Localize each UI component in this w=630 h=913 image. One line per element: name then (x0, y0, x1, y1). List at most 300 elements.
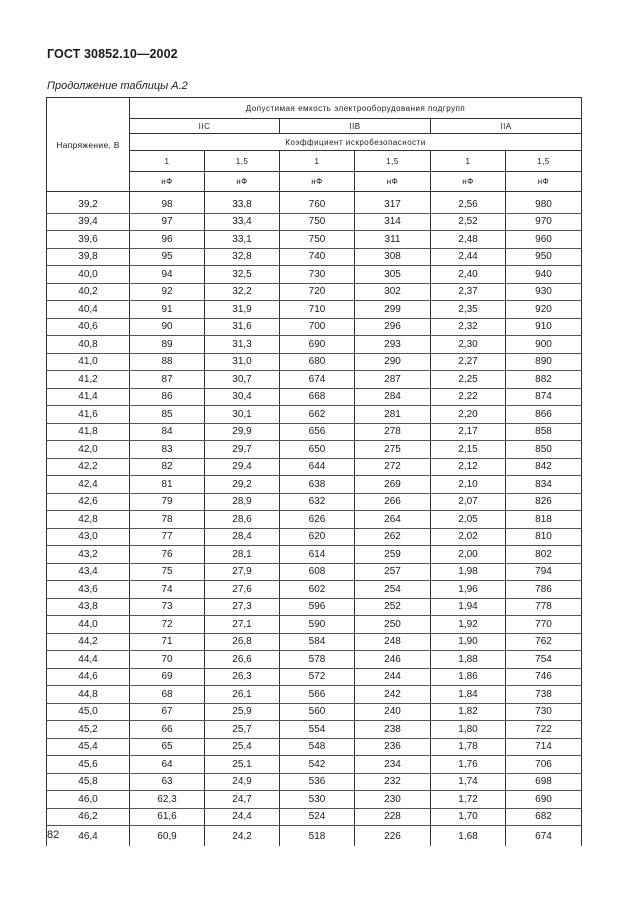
value-cell: 254 (355, 581, 431, 599)
table-row (47, 388, 582, 406)
voltage-cell: 39,4 (47, 213, 130, 231)
value-cell: 2,40 (431, 266, 506, 284)
value-cell: 72 (130, 616, 205, 634)
value-cell: 1,88 (431, 651, 506, 669)
value-cell: 802 (506, 546, 582, 564)
value-cell: 91 (130, 301, 205, 319)
value-cell: 250 (355, 616, 431, 634)
table-row (47, 721, 582, 739)
value-cell: 866 (506, 406, 582, 424)
value-cell: 730 (506, 703, 582, 721)
voltage-cell: 45,6 (47, 756, 130, 774)
value-cell: 29,4 (205, 458, 280, 476)
value-cell: 1,84 (431, 686, 506, 704)
value-cell: 24,9 (205, 773, 280, 791)
value-cell: 275 (355, 441, 431, 459)
value-cell: 590 (280, 616, 355, 634)
value-cell: 2,44 (431, 248, 506, 266)
table-row (47, 773, 582, 791)
table-row (47, 528, 582, 546)
value-cell: 95 (130, 248, 205, 266)
value-cell: 750 (280, 231, 355, 249)
table-row (47, 668, 582, 686)
table-row (47, 563, 582, 581)
value-cell: 230 (355, 791, 431, 809)
value-cell: 714 (506, 738, 582, 756)
value-cell: 754 (506, 651, 582, 669)
value-cell: 82 (130, 458, 205, 476)
value-cell: 68 (130, 686, 205, 704)
value-cell: 226 (355, 826, 431, 847)
table-row (47, 423, 582, 441)
value-cell: 940 (506, 266, 582, 284)
unit-cell: нФ (355, 172, 431, 192)
value-cell: 302 (355, 283, 431, 301)
table-row (47, 511, 582, 529)
value-cell: 28,1 (205, 546, 280, 564)
factor-cell: 1 (130, 151, 205, 172)
voltage-cell: 39,2 (47, 196, 130, 213)
value-cell: 98 (130, 196, 205, 213)
value-cell: 67 (130, 703, 205, 721)
voltage-cell: 44,8 (47, 686, 130, 704)
value-cell: 842 (506, 458, 582, 476)
voltage-cell: 42,4 (47, 476, 130, 494)
value-cell: 269 (355, 476, 431, 494)
unit-cell: нФ (431, 172, 506, 192)
table-row (47, 703, 582, 721)
value-cell: 62,3 (130, 791, 205, 809)
voltage-cell: 46,4 (47, 826, 130, 847)
value-cell: 25,4 (205, 738, 280, 756)
value-cell: 317 (355, 196, 431, 213)
value-cell: 858 (506, 423, 582, 441)
value-cell: 578 (280, 651, 355, 669)
value-cell: 2,35 (431, 301, 506, 319)
value-cell: 970 (506, 213, 582, 231)
group-header-iia: IIA (431, 119, 582, 134)
value-cell: 2,15 (431, 441, 506, 459)
value-cell: 238 (355, 721, 431, 739)
value-cell: 242 (355, 686, 431, 704)
voltage-cell: 41,8 (47, 423, 130, 441)
value-cell: 27,9 (205, 563, 280, 581)
value-cell: 308 (355, 248, 431, 266)
table-row (47, 301, 582, 319)
value-cell: 96 (130, 231, 205, 249)
value-cell: 89 (130, 336, 205, 354)
voltage-cell: 40,6 (47, 318, 130, 336)
value-cell: 74 (130, 581, 205, 599)
value-cell: 69 (130, 668, 205, 686)
value-cell: 259 (355, 546, 431, 564)
table-row (47, 686, 582, 704)
value-cell: 826 (506, 493, 582, 511)
value-cell: 650 (280, 441, 355, 459)
value-cell: 2,12 (431, 458, 506, 476)
table-row (47, 546, 582, 564)
value-cell: 778 (506, 598, 582, 616)
value-cell: 278 (355, 423, 431, 441)
voltage-cell: 45,0 (47, 703, 130, 721)
value-cell: 296 (355, 318, 431, 336)
capacitance-table (46, 97, 582, 846)
value-cell: 26,8 (205, 633, 280, 651)
value-cell: 290 (355, 353, 431, 371)
value-cell: 311 (355, 231, 431, 249)
value-cell: 710 (280, 301, 355, 319)
value-cell: 30,4 (205, 388, 280, 406)
value-cell: 770 (506, 616, 582, 634)
table-row (47, 336, 582, 354)
value-cell: 84 (130, 423, 205, 441)
value-cell: 690 (280, 336, 355, 354)
value-cell: 2,56 (431, 196, 506, 213)
value-cell: 66 (130, 721, 205, 739)
value-cell: 950 (506, 248, 582, 266)
value-cell: 834 (506, 476, 582, 494)
table-row (47, 248, 582, 266)
value-cell: 656 (280, 423, 355, 441)
voltage-cell: 40,0 (47, 266, 130, 284)
value-cell: 602 (280, 581, 355, 599)
value-cell: 266 (355, 493, 431, 511)
table-row (47, 353, 582, 371)
factor-cell: 1 (431, 151, 506, 172)
table-row (47, 231, 582, 249)
value-cell: 85 (130, 406, 205, 424)
table-row (47, 616, 582, 634)
value-cell: 32,5 (205, 266, 280, 284)
value-cell: 78 (130, 511, 205, 529)
voltage-cell: 43,2 (47, 546, 130, 564)
voltage-cell: 45,8 (47, 773, 130, 791)
value-cell: 29,7 (205, 441, 280, 459)
value-cell: 2,17 (431, 423, 506, 441)
value-cell: 1,74 (431, 773, 506, 791)
table-row (47, 633, 582, 651)
value-cell: 26,6 (205, 651, 280, 669)
value-cell: 786 (506, 581, 582, 599)
value-cell: 30,7 (205, 371, 280, 389)
capacity-header: Допустимая емкость электрооборудования подгрупп (130, 98, 582, 119)
value-cell: 92 (130, 283, 205, 301)
factor-cell: 1,5 (205, 151, 280, 172)
value-cell: 81 (130, 476, 205, 494)
value-cell: 810 (506, 528, 582, 546)
value-cell: 740 (280, 248, 355, 266)
value-cell: 65 (130, 738, 205, 756)
value-cell: 2,48 (431, 231, 506, 249)
value-cell: 1,70 (431, 808, 506, 826)
table-row (47, 266, 582, 284)
value-cell: 24,4 (205, 808, 280, 826)
table-row (47, 493, 582, 511)
value-cell: 626 (280, 511, 355, 529)
page-number: 82 (47, 829, 60, 841)
table-row (47, 791, 582, 809)
value-cell: 246 (355, 651, 431, 669)
value-cell: 299 (355, 301, 431, 319)
value-cell: 314 (355, 213, 431, 231)
value-cell: 554 (280, 721, 355, 739)
value-cell: 257 (355, 563, 431, 581)
value-cell: 244 (355, 668, 431, 686)
value-cell: 2,27 (431, 353, 506, 371)
value-cell: 305 (355, 266, 431, 284)
value-cell: 850 (506, 441, 582, 459)
value-cell: 79 (130, 493, 205, 511)
value-cell: 722 (506, 721, 582, 739)
safety-factor-header: Коэффициент искробезопасности (130, 134, 582, 151)
value-cell: 2,20 (431, 406, 506, 424)
value-cell: 77 (130, 528, 205, 546)
value-cell: 94 (130, 266, 205, 284)
value-cell: 2,25 (431, 371, 506, 389)
value-cell: 920 (506, 301, 582, 319)
value-cell: 64 (130, 756, 205, 774)
value-cell: 536 (280, 773, 355, 791)
value-cell: 644 (280, 458, 355, 476)
value-cell: 33,8 (205, 196, 280, 213)
voltage-cell: 43,8 (47, 598, 130, 616)
value-cell: 682 (506, 808, 582, 826)
value-cell: 293 (355, 336, 431, 354)
value-cell: 262 (355, 528, 431, 546)
factor-cell: 1,5 (506, 151, 582, 172)
table-row (47, 441, 582, 459)
value-cell: 620 (280, 528, 355, 546)
value-cell: 1,78 (431, 738, 506, 756)
value-cell: 518 (280, 826, 355, 847)
voltage-cell: 43,0 (47, 528, 130, 546)
value-cell: 738 (506, 686, 582, 704)
value-cell: 2,02 (431, 528, 506, 546)
value-cell: 2,32 (431, 318, 506, 336)
value-cell: 2,30 (431, 336, 506, 354)
value-cell: 548 (280, 738, 355, 756)
value-cell: 960 (506, 231, 582, 249)
document-header: ГОСТ 30852.10—2002 (47, 47, 178, 61)
table-row (47, 581, 582, 599)
table-body (47, 196, 582, 846)
value-cell: 890 (506, 353, 582, 371)
value-cell: 596 (280, 598, 355, 616)
value-cell: 1,92 (431, 616, 506, 634)
table-row (47, 213, 582, 231)
value-cell: 882 (506, 371, 582, 389)
value-cell: 61,6 (130, 808, 205, 826)
voltage-cell: 42,2 (47, 458, 130, 476)
table-row (47, 756, 582, 774)
value-cell: 706 (506, 756, 582, 774)
voltage-cell: 43,6 (47, 581, 130, 599)
voltage-cell: 40,8 (47, 336, 130, 354)
value-cell: 26,1 (205, 686, 280, 704)
unit-cell: нФ (280, 172, 355, 192)
value-cell: 31,6 (205, 318, 280, 336)
table-row (47, 406, 582, 424)
voltage-cell: 41,4 (47, 388, 130, 406)
value-cell: 1,90 (431, 633, 506, 651)
value-cell: 746 (506, 668, 582, 686)
value-cell: 1,86 (431, 668, 506, 686)
value-cell: 87 (130, 371, 205, 389)
value-cell: 560 (280, 703, 355, 721)
value-cell: 31,0 (205, 353, 280, 371)
value-cell: 720 (280, 283, 355, 301)
value-cell: 33,4 (205, 213, 280, 231)
value-cell: 638 (280, 476, 355, 494)
value-cell: 632 (280, 493, 355, 511)
value-cell: 287 (355, 371, 431, 389)
value-cell: 97 (130, 213, 205, 231)
value-cell: 24,2 (205, 826, 280, 847)
voltage-cell: 44,2 (47, 633, 130, 651)
value-cell: 25,9 (205, 703, 280, 721)
factor-cell: 1 (280, 151, 355, 172)
group-header-iic: IIC (130, 119, 280, 134)
value-cell: 2,52 (431, 213, 506, 231)
value-cell: 566 (280, 686, 355, 704)
value-cell: 264 (355, 511, 431, 529)
table-row (47, 651, 582, 669)
value-cell: 572 (280, 668, 355, 686)
value-cell: 1,94 (431, 598, 506, 616)
value-cell: 762 (506, 633, 582, 651)
value-cell: 1,68 (431, 826, 506, 847)
table-row (47, 738, 582, 756)
voltage-cell: 43,4 (47, 563, 130, 581)
table-row (47, 318, 582, 336)
voltage-cell: 42,0 (47, 441, 130, 459)
value-cell: 674 (506, 826, 582, 847)
voltage-cell: 45,4 (47, 738, 130, 756)
value-cell: 73 (130, 598, 205, 616)
group-header-iib: IIB (280, 119, 431, 134)
value-cell: 32,2 (205, 283, 280, 301)
value-cell: 32,8 (205, 248, 280, 266)
voltage-cell: 44,4 (47, 651, 130, 669)
value-cell: 608 (280, 563, 355, 581)
value-cell: 1,76 (431, 756, 506, 774)
value-cell: 1,96 (431, 581, 506, 599)
value-cell: 584 (280, 633, 355, 651)
value-cell: 2,00 (431, 546, 506, 564)
value-cell: 1,72 (431, 791, 506, 809)
voltage-cell: 45,2 (47, 721, 130, 739)
value-cell: 524 (280, 808, 355, 826)
value-cell: 874 (506, 388, 582, 406)
value-cell: 33,1 (205, 231, 280, 249)
table-row (47, 598, 582, 616)
voltage-cell: 42,8 (47, 511, 130, 529)
voltage-cell: 41,2 (47, 371, 130, 389)
value-cell: 24,7 (205, 791, 280, 809)
value-cell: 28,6 (205, 511, 280, 529)
value-cell: 70 (130, 651, 205, 669)
factor-cell: 1,5 (355, 151, 431, 172)
value-cell: 680 (280, 353, 355, 371)
voltage-cell: 39,8 (47, 248, 130, 266)
value-cell: 88 (130, 353, 205, 371)
value-cell: 1,82 (431, 703, 506, 721)
unit-cell: нФ (506, 172, 582, 192)
value-cell: 2,22 (431, 388, 506, 406)
value-cell: 29,2 (205, 476, 280, 494)
value-cell: 668 (280, 388, 355, 406)
value-cell: 90 (130, 318, 205, 336)
voltage-cell: 46,2 (47, 808, 130, 826)
voltage-cell: 39,6 (47, 231, 130, 249)
voltage-cell: 41,0 (47, 353, 130, 371)
table-row (47, 196, 582, 213)
value-cell: 284 (355, 388, 431, 406)
value-cell: 2,05 (431, 511, 506, 529)
value-cell: 2,10 (431, 476, 506, 494)
table-row (47, 458, 582, 476)
value-cell: 71 (130, 633, 205, 651)
table-header (47, 98, 582, 192)
value-cell: 25,1 (205, 756, 280, 774)
value-cell: 698 (506, 773, 582, 791)
value-cell: 1,80 (431, 721, 506, 739)
value-cell: 818 (506, 511, 582, 529)
table-continuation-caption: Продолжение таблицы А.2 (47, 80, 188, 92)
value-cell: 750 (280, 213, 355, 231)
value-cell: 27,3 (205, 598, 280, 616)
voltage-cell: 44,6 (47, 668, 130, 686)
value-cell: 25,7 (205, 721, 280, 739)
voltage-cell: 40,2 (47, 283, 130, 301)
table-row (47, 826, 582, 847)
value-cell: 530 (280, 791, 355, 809)
value-cell: 2,07 (431, 493, 506, 511)
value-cell: 30,1 (205, 406, 280, 424)
value-cell: 63 (130, 773, 205, 791)
value-cell: 60,9 (130, 826, 205, 847)
value-cell: 86 (130, 388, 205, 406)
value-cell: 228 (355, 808, 431, 826)
value-cell: 674 (280, 371, 355, 389)
voltage-cell: 46,0 (47, 791, 130, 809)
value-cell: 930 (506, 283, 582, 301)
value-cell: 236 (355, 738, 431, 756)
voltage-cell: 44,0 (47, 616, 130, 634)
value-cell: 26,3 (205, 668, 280, 686)
value-cell: 900 (506, 336, 582, 354)
value-cell: 76 (130, 546, 205, 564)
unit-cell: нФ (130, 172, 205, 192)
value-cell: 252 (355, 598, 431, 616)
table-row (47, 283, 582, 301)
value-cell: 83 (130, 441, 205, 459)
value-cell: 28,4 (205, 528, 280, 546)
value-cell: 232 (355, 773, 431, 791)
value-cell: 730 (280, 266, 355, 284)
voltage-cell: 41,6 (47, 406, 130, 424)
value-cell: 794 (506, 563, 582, 581)
voltage-cell: 40,4 (47, 301, 130, 319)
value-cell: 272 (355, 458, 431, 476)
value-cell: 28,9 (205, 493, 280, 511)
value-cell: 1,98 (431, 563, 506, 581)
value-cell: 690 (506, 791, 582, 809)
value-cell: 281 (355, 406, 431, 424)
value-cell: 662 (280, 406, 355, 424)
value-cell: 910 (506, 318, 582, 336)
unit-cell: нФ (205, 172, 280, 192)
